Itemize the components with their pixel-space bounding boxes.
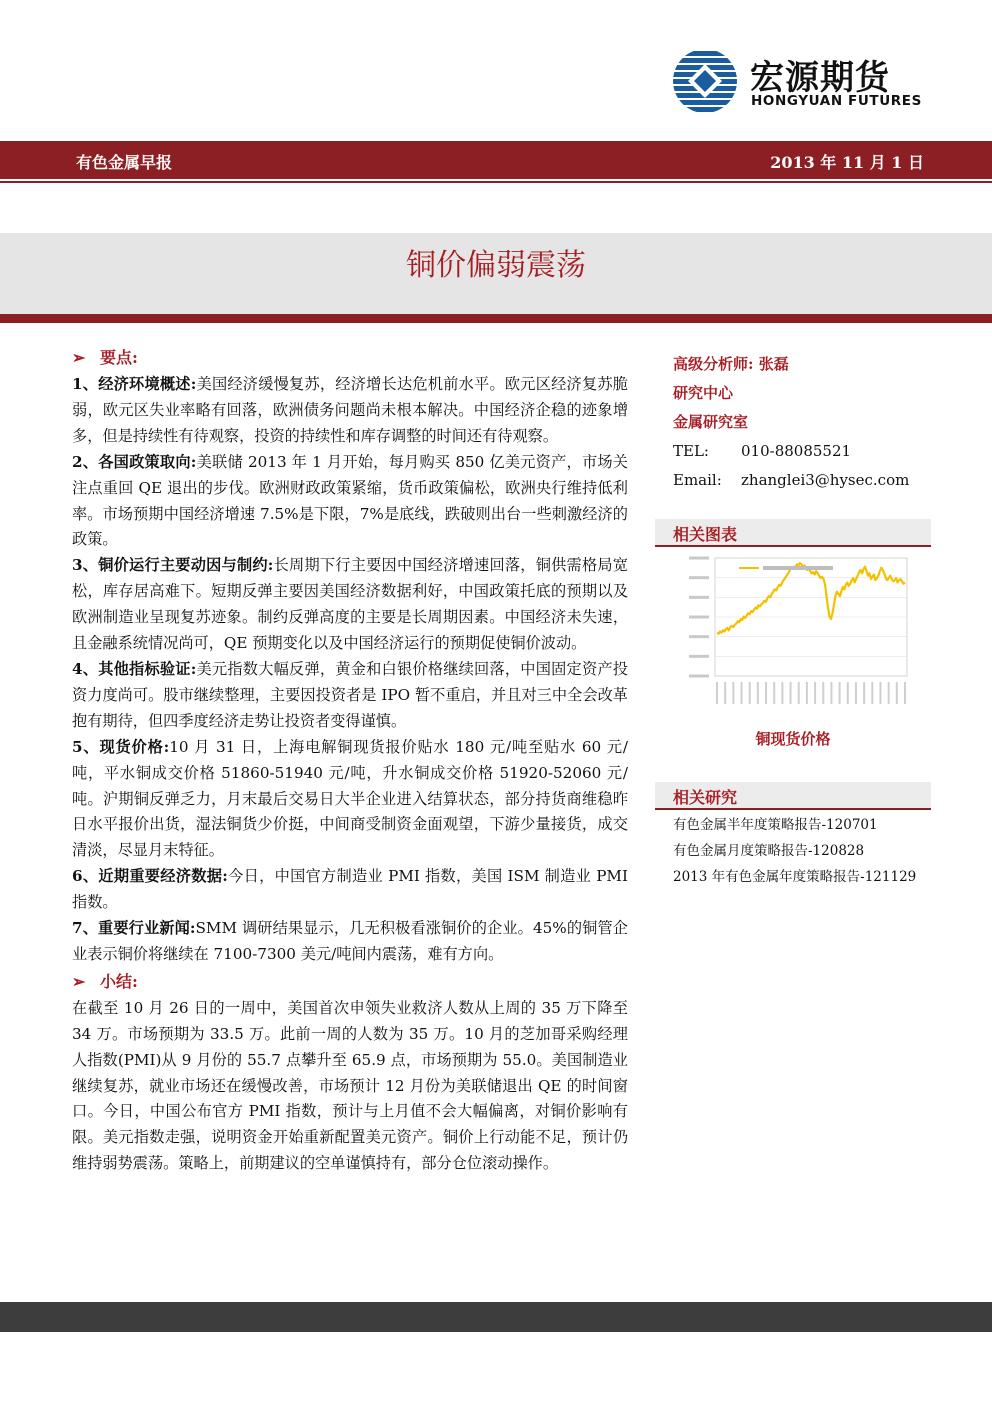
copper-spot-price-chart (683, 554, 913, 716)
key-point-item: 6、近期重要经济数据:今日，中国官方制造业 PMI 指数，美国 ISM 制造业 PMI 指数。 (72, 867, 628, 912)
report-date: 2013 年 11 月 1 日 (770, 153, 924, 172)
chart-y-tick-mark (689, 655, 709, 658)
footer-bar (0, 1302, 992, 1332)
chart-y-tick-mark (689, 616, 709, 619)
analyst-info (673, 350, 931, 495)
research-link[interactable]: 有色金属月度策略报告-120828 (673, 843, 865, 859)
chart-x-tick-mark (822, 682, 824, 704)
key-points-heading: ➢ 要点: (72, 344, 628, 372)
company-logo (672, 48, 922, 118)
email-label: Email: (673, 471, 722, 489)
chart-x-tick-mark (781, 682, 783, 704)
report-header-bar (0, 141, 992, 179)
arrow-bullet-icon: ➢ (72, 348, 86, 367)
tel-label: TEL: (673, 442, 709, 460)
title-divider (0, 314, 992, 323)
chart-x-tick-mark (765, 682, 767, 704)
key-point-item: 2、各国政策取向:美联储 2013 年 1 月开始，每月购买 850 亿美元资产，市场关注点重回 QE 退出的步伐。欧洲财政政策紧缩，货币政策偏松，欧洲央行维持低利率。市场预期中国经济增速 7.5%是下限，7%是底线，跌破则出台一些刺激经济的政策。 (72, 452, 628, 549)
analyst-name: 高级分析师: 张磊 (673, 355, 789, 373)
chart-x-tick-mark (806, 682, 808, 704)
related-research-header: 相关研究 (655, 782, 931, 810)
chart-x-tick-mark (773, 682, 775, 704)
chart-x-tick-mark (863, 682, 865, 704)
arrow-bullet-icon: ➢ (72, 971, 86, 991)
chart-x-tick-mark (896, 682, 898, 704)
brand-name-cn: 宏源期货 (750, 58, 890, 98)
chart-x-tick-mark (839, 682, 841, 704)
chart-x-tick-mark (790, 682, 792, 704)
chart-x-tick-mark (888, 682, 890, 704)
chart-x-tick-mark (847, 682, 849, 704)
chart-x-tick-mark (749, 682, 751, 704)
chart-y-tick-mark (689, 675, 709, 678)
chart-x-tick-mark (798, 682, 800, 704)
metals-desk: 金属研究室 (673, 413, 749, 431)
research-center: 研究中心 (673, 384, 734, 402)
key-point-item: 1、经济环境概述:美国经济缓慢复苏，经济增长达危机前水平。欧元区经济复苏脆弱，欧元区失业率略有回落，欧洲债务问题尚未根本解决。中国经济企稳的迹象增多，但是持续性有待观察，投资的持续性和库存调整的时间还有待观察。 (72, 375, 628, 445)
chart-legend-label-mark (763, 566, 833, 570)
chart-x-tick-mark (871, 682, 873, 704)
key-point-item: 4、其他指标验证:美元指数大幅反弹，黄金和白银价格继续回落，中国固定资产投资力度尚可。股市继续整理，主要因投资者是 IPO 暂不重启，并且对三中全会改革抱有期待，但四季度经济走势让投资者变得谨慎。 (72, 659, 628, 730)
tel-value: 010-88085521 (741, 442, 852, 460)
main-content (72, 344, 628, 1177)
key-point-item: 5、现货价格:10 月 31 日，上海电解铜现货报价贴水 180 元/吨至贴水 60 元/吨，平水铜成交价格 51860-51940 元/吨，升水铜成交价格 51920-52060 元/吨。沪期铜反弹乏力，月末最后交易日大半企业进入结算状态，部分持货商维稳昨日水平报价出货，湿法铜货少价挺，中间商受制资金面观望，下游少量接货，成交清淡，尽显月末特征。 (72, 737, 628, 860)
chart-y-tick-mark (689, 576, 709, 579)
chart-y-tick-mark (689, 596, 709, 599)
chart-x-tick-mark (904, 682, 906, 704)
chart-caption: 铜现货价格 (755, 730, 831, 748)
chart-x-tick-mark (732, 682, 734, 704)
research-link[interactable]: 2013 年有色金属年度策略报告-121129 (673, 869, 917, 885)
hongyuan-logo-icon (672, 48, 738, 114)
summary-heading: ➢ 小结: (72, 968, 628, 996)
chart-x-tick-mark (855, 682, 857, 704)
chart-y-tick-mark (689, 557, 709, 560)
research-link[interactable]: 有色金属半年度策略报告-120701 (673, 817, 878, 833)
chart-x-tick-mark (757, 682, 759, 704)
related-charts-header: 相关图表 (655, 519, 931, 547)
summary-text: 在截至 10 月 26 日的一周中，美国首次申领失业救济人数从上周的 35 万下降至 34 万。市场预期为 33.5 万。此前一周的人数为 35 万。10 月的芝加哥采购经理人指数(PMI)从 9 月份的 55.7 点攀升至 65.9 点，市场预期为 55.0。美国制造业继续复苏，就业市场还在缓慢改善，市场预计 12 月份为美联储退出 QE 的时间窗口。今日，中国公布官方 PMI 指数，预计与上月值不会大幅偏离，对铜价影响有限。美元指数走强，说明资金开始重新配置美元资产。铜价上行动能不足，预计仍维持弱势震荡。策略上，前期建议的空单谨慎持有，部分仓位滚动操作。 (72, 998, 628, 1173)
related-research-list (673, 812, 916, 890)
chart-x-tick-mark (724, 682, 726, 704)
report-type: 有色金属早报 (76, 153, 173, 172)
chart-x-tick-mark (716, 682, 718, 704)
key-point-item: 7、重要行业新闻:SMM 调研结果显示，几无积极看涨铜价的企业。45%的铜管企业表示铜价将继续在 7100-7300 美元/吨间内震荡，难有方向。 (72, 919, 628, 963)
header-divider (0, 181, 992, 183)
chart-x-tick-mark (814, 682, 816, 704)
report-title: 铜价偏弱震荡 (406, 248, 586, 283)
brand-name-en: HONGYUAN FUTURES (751, 93, 922, 109)
email-row (673, 466, 931, 495)
chart-x-tick-mark (741, 682, 743, 704)
tel-row (673, 437, 931, 466)
chart-x-tick-mark (879, 682, 881, 704)
email-value[interactable]: zhanglei3@hysec.com (741, 471, 910, 489)
chart-y-tick-mark (689, 635, 709, 638)
key-point-item: 3、铜价运行主要动因与制约:长周期下行主要因中国经济增速回落，铜供需格局宽松，库存居高难下。短期反弹主要因美国经济数据利好，中国政策托底的预期以及欧洲制造业呈现复苏迹象。制约反弹高度的主要是长周期因素。中国经济未失速，且金融系统情况尚可，QE 预期变化以及中国经济运行的预期促使铜价波动。 (72, 556, 628, 653)
chart-x-tick-mark (830, 682, 832, 704)
